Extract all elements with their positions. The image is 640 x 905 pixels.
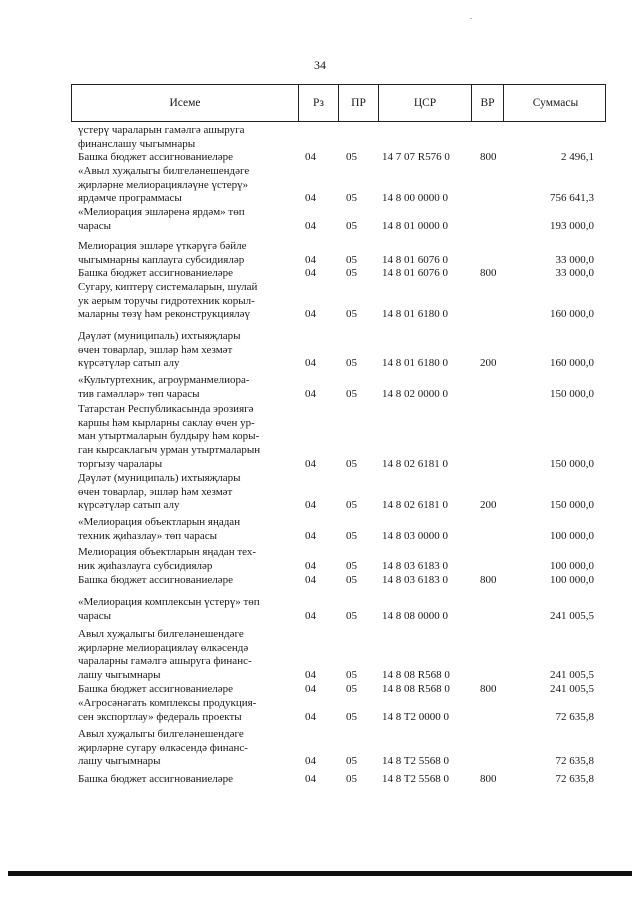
row-name-line: күрсәтүләр сатып алу [78,357,180,370]
row-name-line: чараларны гамәлгә ашыруга финанс- [78,655,252,668]
row-name-line: ук аерым торучы гидротехник корыл- [78,294,255,307]
row-rz: 04 [305,267,316,279]
row-csr: 14 8 03 0000 0 [382,529,448,542]
row-sum: 150 000,0 [550,387,594,400]
row-pr: 05 [346,357,357,370]
row-rz: 04 [305,151,316,163]
row-name [78,683,283,697]
row-name-line: Башка бюджет ассигнованиеләре [78,574,233,586]
row-vr: 200 [480,357,497,370]
row-pr: 05 [346,253,357,266]
row-pr: 05 [346,267,357,279]
row-csr: 14 8 02 6181 0 [382,499,448,512]
row-name-line: «Культуртехник, агроурманмелиора- [78,374,250,386]
row-rz: 04 [305,773,316,785]
row-pr: 05 [346,151,357,163]
row-name-line: «Агросәнәгать комплексы продукция- [78,697,257,709]
row-rz: 04 [305,387,316,400]
row-name-line: сен экспортлау» федераль проекты [78,710,242,723]
row-pr: 05 [346,755,357,768]
row-csr: 14 8 03 6183 0 [382,574,448,586]
row-sum: 100 000,0 [550,529,594,542]
row-csr: 14 8 08 R568 0 [382,683,450,695]
row-name [78,240,283,267]
row-name-line: өчен товарлар, эшләр һәм хезмәт [78,343,233,356]
row-name-line: чарасы [78,219,112,232]
header-sum: Суммасы [532,97,579,109]
row-vr: 200 [480,499,497,512]
row-name-line: Дәүләт (муниципаль) ихтыяҗлары [78,472,241,484]
row-pr: 05 [346,773,357,785]
row-sum: 100 000,0 [550,559,594,572]
row-sum: 72 635,8 [555,710,594,723]
row-name-line: җирләрне сугару өлкәсендә финанс- [78,741,248,754]
row-name [78,403,283,472]
scan-mark [470,18,472,19]
row-name-line: «Мелиорация эшләренә ярдәм» төп [78,206,245,218]
header-vr: ВР [472,85,504,121]
row-name-line: җирләрне мелиорацияләү өлкәсендә [78,641,249,654]
row-name-line: каршы һәм кырларны саклау өчен ур- [78,416,255,429]
row-rz: 04 [305,529,316,542]
row-csr: 14 8 00 0000 0 [382,192,448,205]
row-pr: 05 [346,308,357,321]
row-vr: 800 [480,267,497,279]
row-name-line: җирләрне мелиорацияләүне үстерү» [78,178,249,191]
row-name-line: ярдәмче программасы [78,192,182,205]
row-rz: 04 [305,710,316,723]
row-csr: 14 8 03 6183 0 [382,559,448,572]
row-sum: 756 641,3 [550,192,594,205]
row-name [78,124,283,151]
header-pr: ПР [339,85,379,121]
row-name-line: чарасы [78,609,112,622]
row-name-line: ман утыртмаларын булдыру һәм коры- [78,430,260,443]
row-name [78,281,283,322]
row-name-line: тив гамәлләр» төп чарасы [78,387,200,400]
row-name [78,267,283,281]
scan-border [8,871,632,876]
row-vr: 800 [480,683,497,695]
row-name-line: өчен товарлар, эшләр һәм хезмәт [78,485,233,498]
row-sum: 241 005,5 [550,683,594,695]
row-name-line: чыгымнарны каплауга субсидияләр [78,253,245,266]
row-sum: 160 000,0 [550,357,594,370]
row-csr: 14 8 02 6181 0 [382,457,448,470]
row-csr: 14 8 01 6180 0 [382,357,448,370]
header-csr: ЦСР [379,85,472,121]
row-name [78,697,283,724]
row-vr: 800 [480,773,497,785]
row-rz: 04 [305,609,316,622]
row-sum: 150 000,0 [550,499,594,512]
row-name-line: Татарстан Республикасында эрозиягә [78,403,254,415]
row-name-line: Мелиорация объектларын яңадан тех- [78,546,257,558]
row-pr: 05 [346,559,357,572]
row-pr: 05 [346,710,357,723]
row-csr: 14 8 T2 5568 0 [382,773,450,785]
row-sum: 2 496,1 [561,151,594,163]
row-name-line: Башка бюджет ассигнованиеләре [78,267,233,279]
row-sum: 193 000,0 [550,219,594,232]
row-pr: 05 [346,574,357,586]
row-name-line: Мелиорация эшләре үткәрүгә бәйле [78,240,247,252]
row-sum: 72 635,8 [555,755,594,768]
row-pr: 05 [346,192,357,205]
row-name-line: Дәүләт (муниципаль) ихтыяҗлары [78,330,241,342]
row-name-line: үстерү чараларын гамәлгә ашыруга [78,124,245,136]
row-pr: 05 [346,609,357,622]
row-csr: 14 8 08 R568 0 [382,669,450,682]
row-name-line: лашу чыгымнары [78,669,161,682]
table-header [71,84,606,122]
row-name-line: торгызу чаралары [78,457,163,470]
row-csr: 14 8 01 6076 0 [382,267,448,279]
row-sum: 241 005,5 [550,669,594,682]
row-pr: 05 [346,387,357,400]
row-csr: 14 8 08 0000 0 [382,609,448,622]
row-name [78,374,283,401]
row-rz: 04 [305,755,316,768]
header-rz: Рз [299,85,339,121]
row-sum: 160 000,0 [550,308,594,321]
row-pr: 05 [346,529,357,542]
row-name-line: техник җиһазлау» төп чарасы [78,529,217,542]
row-name [78,773,283,787]
row-sum: 150 000,0 [550,457,594,470]
row-rz: 04 [305,253,316,266]
row-sum: 33 000,0 [555,267,594,279]
row-rz: 04 [305,499,316,512]
row-sum: 100 000,0 [550,574,594,586]
row-csr: 14 7 07 R576 0 [382,151,450,163]
row-rz: 04 [305,308,316,321]
row-name [78,596,283,623]
header-name: Исеме [72,85,299,121]
row-rz: 04 [305,683,316,695]
row-sum: 241 005,5 [550,609,594,622]
row-name-line: «Авыл хуҗалыгы билгеләнешендәге [78,165,250,177]
row-name-line: «Мелиорация объектларын яңадан [78,516,241,528]
row-sum: 33 000,0 [555,253,594,266]
row-name [78,628,283,683]
row-name-line: Авыл хуҗалыгы билгеләнешендәге [78,628,244,640]
row-name [78,472,283,513]
row-pr: 05 [346,669,357,682]
row-name [78,728,283,769]
row-name [78,206,283,233]
row-name [78,516,283,543]
row-csr: 14 8 T2 0000 0 [382,710,450,723]
row-rz: 04 [305,219,316,232]
row-name-line: «Мелиорация комплексын үстерү» төп [78,596,260,608]
row-vr: 800 [480,574,497,586]
row-csr: 14 8 T2 5568 0 [382,755,450,768]
row-pr: 05 [346,219,357,232]
row-name [78,165,283,206]
row-name-line: ник җиһазлауга субсидияләр [78,559,213,572]
row-name [78,546,283,573]
row-name-line: Башка бюджет ассигнованиеләре [78,773,233,785]
row-csr: 14 8 01 0000 0 [382,219,448,232]
page-number: 34 [314,58,326,72]
row-name-line: финанслашу чыгымнары [78,137,196,150]
row-name-line: лашу чыгымнары [78,755,161,768]
row-name-line: Сугару, киптерү системаларын, шулай [78,281,258,293]
row-name-line: маларны төзү һәм реконструкцияләү [78,308,251,321]
row-rz: 04 [305,192,316,205]
row-pr: 05 [346,499,357,512]
row-name-line: Башка бюджет ассигнованиеләре [78,151,233,163]
row-rz: 04 [305,457,316,470]
row-name [78,574,283,588]
row-sum: 72 635,8 [555,773,594,785]
row-pr: 05 [346,683,357,695]
row-csr: 14 8 01 6076 0 [382,253,448,266]
row-name-line: ган кырсаклагыч урман утыртмаларын [78,444,261,457]
row-name [78,330,283,371]
row-vr: 800 [480,151,497,163]
row-rz: 04 [305,669,316,682]
row-name [78,151,283,165]
row-name-line: Авыл хуҗалыгы билгеләнешендәге [78,728,244,740]
row-rz: 04 [305,559,316,572]
row-rz: 04 [305,574,316,586]
row-pr: 05 [346,457,357,470]
row-rz: 04 [305,357,316,370]
row-name-line: күрсәтүләр сатып алу [78,499,180,512]
row-csr: 14 8 01 6180 0 [382,308,448,321]
row-csr: 14 8 02 0000 0 [382,387,448,400]
row-name-line: Башка бюджет ассигнованиеләре [78,683,233,695]
